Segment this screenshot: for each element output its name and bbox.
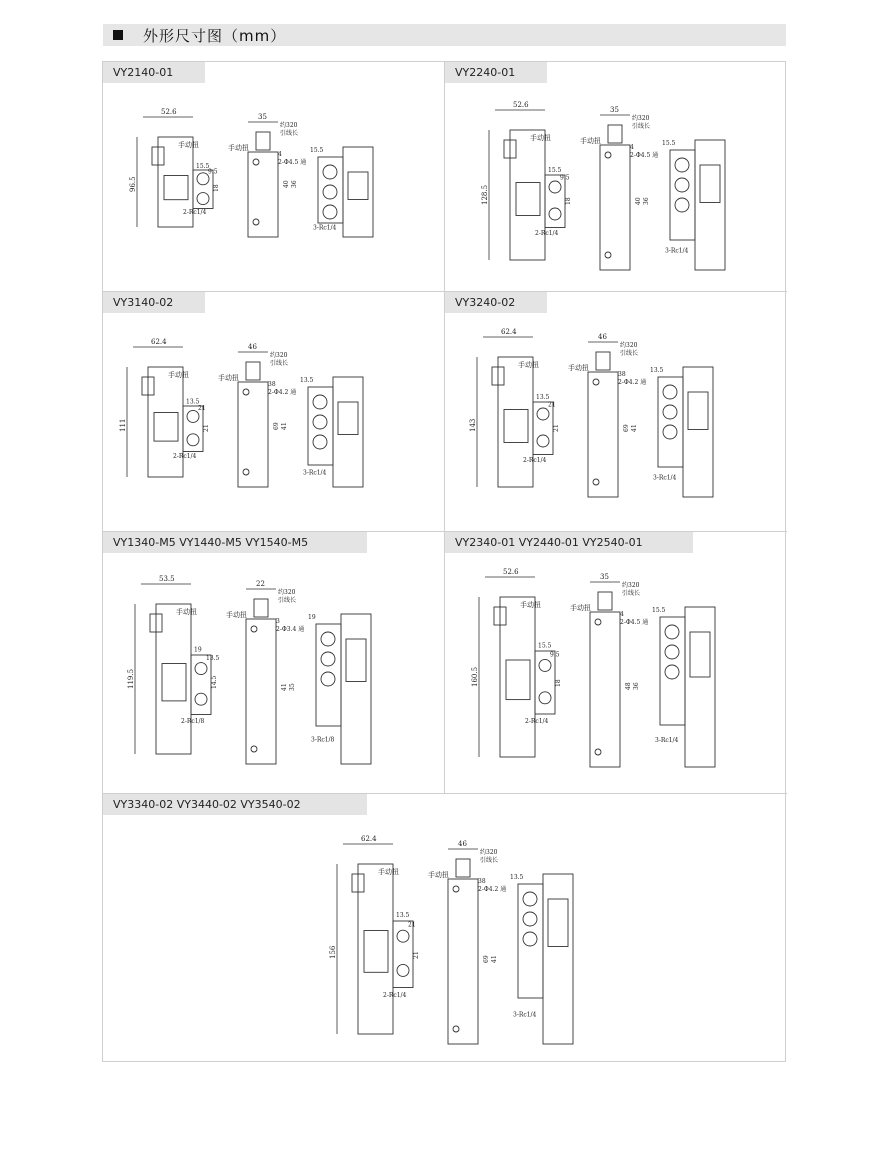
- mount-hole: [595, 749, 601, 755]
- port-label: 2-Rc1/4: [523, 457, 547, 464]
- solenoid: [254, 599, 268, 617]
- dimension-drawing: [103, 532, 445, 794]
- port-circle: [321, 632, 335, 646]
- rear-body: [333, 377, 363, 487]
- manual-label: 手动扭: [520, 601, 541, 609]
- port-block: [393, 921, 413, 988]
- port-circle: [523, 912, 537, 926]
- port-circle: [539, 659, 551, 671]
- dim-offset: 13.5: [536, 394, 550, 401]
- valve-window: [504, 410, 528, 443]
- dim-width: 35: [258, 113, 267, 121]
- port-circle: [537, 435, 549, 447]
- dim-width: 62.4: [151, 338, 167, 346]
- dim-width: 35: [610, 106, 619, 114]
- wire-label: 引线长: [278, 597, 297, 604]
- manual-label: 手动扭: [378, 868, 399, 876]
- mount-hole: [605, 152, 611, 158]
- port-face: [670, 150, 695, 240]
- port-label: 3-Rc1/4: [665, 247, 689, 255]
- dim-offset: 3: [276, 618, 280, 625]
- hole-label: 2-Φ4.5 通: [630, 152, 659, 159]
- mount-hole: [595, 619, 601, 625]
- dim-height: 160.5: [471, 666, 479, 687]
- valve-window: [154, 413, 178, 442]
- dim-offset: 15.5: [538, 642, 552, 650]
- dim-offset: 21: [198, 404, 206, 412]
- port-circle: [313, 395, 327, 409]
- dim-width: 52.6: [503, 568, 519, 576]
- port-circle: [187, 410, 199, 422]
- port-circle: [397, 964, 409, 976]
- dim-pitch: 41: [281, 422, 288, 430]
- dim-pitch: 41: [491, 955, 498, 963]
- dim-offset: 38: [618, 371, 626, 378]
- port-circle: [187, 434, 199, 446]
- dim-offset: 38: [268, 381, 276, 388]
- wire-length-label: 约320: [480, 849, 498, 856]
- port-circle: [665, 625, 679, 639]
- hole-label: 2-Φ3.4 通: [276, 626, 305, 633]
- front-body: [448, 879, 478, 1044]
- port-circle: [195, 663, 207, 675]
- port-label: 2-Rc1/4: [173, 453, 197, 460]
- mount-hole: [253, 219, 259, 225]
- dim-pitch: 69: [483, 955, 490, 963]
- mount-hole: [251, 626, 257, 632]
- manual-label: 手动扭: [218, 374, 239, 382]
- rear-body: [343, 147, 373, 237]
- hole-label: 2-Φ4.2 通: [618, 379, 647, 386]
- manual-label: 手动扭: [226, 611, 247, 619]
- dim-height: 128.5: [481, 184, 489, 205]
- mount-hole: [251, 746, 257, 752]
- manual-label: 手动扭: [228, 144, 249, 152]
- port-circle: [323, 165, 337, 179]
- port-circle: [675, 178, 689, 192]
- hole-label: 2-Φ4.5 通: [278, 159, 307, 166]
- drawing-cell-vy1340: [103, 532, 445, 794]
- wire-length-label: 约320: [620, 342, 638, 349]
- port-circle: [397, 930, 409, 942]
- model-label: VY3240-02: [445, 292, 547, 313]
- port-label: 3-Rc1/4: [653, 474, 677, 482]
- wire-length-label: 约320: [622, 582, 640, 589]
- wire-label: 引线长: [620, 350, 639, 357]
- manual-label: 手动扭: [428, 871, 449, 879]
- valve-window: [164, 176, 188, 200]
- port-circle: [321, 672, 335, 686]
- dim-offset: 13.5: [650, 367, 664, 374]
- valve-window: [364, 931, 388, 973]
- rear-body: [683, 367, 713, 497]
- manual-label: 手动扭: [530, 134, 551, 142]
- model-label: VY3140-02: [103, 292, 205, 313]
- dim-offset: 15.5: [652, 607, 666, 614]
- dim-offset: 4: [620, 611, 624, 618]
- solenoid: [246, 362, 260, 380]
- port-label: 2-Rc1/8: [181, 718, 205, 725]
- port-label: 2-Rc1/4: [525, 718, 549, 725]
- rear-window: [688, 392, 708, 430]
- solenoid: [256, 132, 270, 150]
- dim-pitch: 21: [413, 951, 420, 959]
- manual-label: 手动扭: [178, 141, 199, 149]
- dimension-drawing: [445, 62, 787, 292]
- dim-width: 52.6: [161, 108, 177, 116]
- dim-width: 62.4: [361, 835, 377, 843]
- hole-label: 2-Φ4.2 通: [478, 886, 507, 893]
- mount-hole: [243, 469, 249, 475]
- dim-height: 156: [329, 945, 337, 959]
- model-label: VY1340-M5 VY1440-M5 VY1540-M5: [103, 532, 367, 553]
- wire-label: 引线长: [280, 130, 299, 137]
- solenoid: [608, 125, 622, 143]
- drawing-cell-vy2340: [445, 532, 787, 794]
- dim-offset: 13.5: [510, 874, 524, 881]
- port-block: [183, 406, 203, 452]
- rear-body: [685, 607, 715, 767]
- rear-window: [548, 899, 568, 947]
- dim-height: 96.5: [129, 176, 137, 192]
- mount-hole: [453, 886, 459, 892]
- dim-width: 22: [256, 580, 265, 588]
- port-circle: [323, 205, 337, 219]
- port-circle: [313, 415, 327, 429]
- dim-pitch: 18: [565, 197, 572, 205]
- port-label: 2-Rc1/4: [183, 209, 207, 216]
- dim-pitch: 69: [273, 422, 280, 430]
- dim-width: 46: [598, 333, 607, 341]
- port-circle: [537, 408, 549, 420]
- port-circle: [663, 425, 677, 439]
- solenoid: [456, 859, 470, 877]
- dim-pitch: 41: [631, 424, 638, 432]
- dim-offset: 38: [478, 878, 486, 885]
- port-face: [318, 157, 343, 223]
- manual-label: 手动扭: [176, 608, 197, 616]
- mount-hole: [243, 389, 249, 395]
- port-circle: [675, 158, 689, 172]
- rear-body: [695, 140, 725, 270]
- port-label: 2-Rc1/4: [383, 992, 407, 999]
- dim-width: 35: [600, 573, 609, 581]
- dim-width: 62.4: [501, 328, 517, 336]
- port-circle: [549, 181, 561, 193]
- square-bullet-icon: [113, 30, 123, 40]
- hole-label: 2-Φ4.2 通: [268, 389, 297, 396]
- model-label: VY2340-01 VY2440-01 VY2540-01: [445, 532, 693, 553]
- valve-window: [162, 664, 186, 701]
- wire-label: 引线长: [622, 590, 641, 597]
- dim-pitch: 40: [635, 197, 642, 205]
- rear-window: [338, 402, 358, 435]
- front-body: [238, 382, 268, 487]
- dim-pitch: 40: [283, 180, 290, 188]
- dim-offset: 9.5: [208, 168, 218, 176]
- dim-pitch: 21: [553, 424, 560, 432]
- dim-pitch: 14.5: [211, 675, 218, 689]
- dim-pitch: 18: [213, 184, 220, 192]
- port-circle: [549, 208, 561, 220]
- dim-height: 143: [469, 418, 477, 432]
- front-body: [248, 152, 278, 237]
- port-label: 3-Rc1/4: [513, 1011, 537, 1019]
- port-circle: [197, 193, 209, 205]
- port-circle: [675, 198, 689, 212]
- dim-offset: 13.5: [396, 912, 410, 920]
- port-face: [658, 377, 683, 467]
- manual-label: 手动扭: [168, 371, 189, 379]
- dim-offset: 13.5: [300, 377, 314, 384]
- dim-offset: 15.5: [662, 140, 676, 147]
- port-label: 3-Rc1/4: [655, 737, 679, 744]
- dim-offset: 19: [308, 614, 316, 621]
- section-header: [103, 24, 786, 46]
- port-block: [193, 170, 213, 209]
- port-circle: [665, 665, 679, 679]
- port-circle: [321, 652, 335, 666]
- drawing-grid: [102, 61, 786, 1062]
- section-title: 外形尺寸图（mm）: [143, 27, 287, 45]
- wire-label: 引线长: [270, 360, 289, 367]
- model-label: VY2140-01: [103, 62, 205, 83]
- dim-height: 119.5: [127, 668, 135, 689]
- port-label: 3-Rc1/4: [303, 469, 327, 477]
- dim-width: 53.5: [159, 575, 175, 583]
- drawing-cell-vy3240: [445, 292, 787, 532]
- manual-label: 手动扭: [580, 137, 601, 145]
- dim-pitch: 21: [203, 424, 210, 432]
- drawing-cell-vy3140: [103, 292, 445, 532]
- manual-label: 手动扭: [518, 361, 539, 369]
- mount-hole: [593, 479, 599, 485]
- solenoid: [596, 352, 610, 370]
- model-label: VY3340-02 VY3440-02 VY3540-02: [103, 794, 367, 815]
- port-circle: [195, 693, 207, 705]
- dim-offset: 15.5: [196, 162, 210, 170]
- dim-offset: 15.5: [548, 167, 562, 174]
- drawing-cell-vy2240: [445, 62, 787, 292]
- port-label: 2-Rc1/4: [535, 230, 559, 237]
- manual-label: 手动扭: [570, 604, 591, 612]
- valve-window: [516, 183, 540, 216]
- dim-pitch: 36: [633, 682, 640, 690]
- port-circle: [663, 405, 677, 419]
- dimension-drawing: [103, 62, 445, 292]
- dim-offset: 13.5: [186, 398, 200, 406]
- port-block: [535, 651, 555, 714]
- drawing-cell-vy3340: [103, 794, 785, 1062]
- manual-label: 手动扭: [568, 364, 589, 372]
- port-face: [316, 624, 341, 726]
- dim-offset: 19: [194, 646, 202, 654]
- hole-label: 2-Φ4.5 通: [620, 619, 649, 626]
- port-face: [308, 387, 333, 465]
- wire-length-label: 约320: [632, 115, 650, 122]
- front-body: [246, 619, 276, 764]
- dim-pitch: 36: [291, 180, 298, 188]
- dim-pitch: 41: [281, 683, 288, 691]
- port-circle: [665, 645, 679, 659]
- port-circle: [313, 435, 327, 449]
- port-circle: [323, 185, 337, 199]
- rear-body: [543, 874, 573, 1044]
- wire-label: 引线长: [480, 857, 499, 864]
- dim-width: 46: [248, 343, 257, 351]
- dim-width: 46: [458, 840, 467, 848]
- dim-offset: 13.5: [206, 655, 220, 663]
- dim-offset: 21: [548, 401, 556, 409]
- dim-width: 52.6: [513, 101, 529, 109]
- dim-offset: 21: [408, 921, 416, 929]
- front-body: [590, 612, 620, 767]
- port-label: 3-Rc1/8: [311, 736, 335, 744]
- wire-length-label: 约320: [278, 589, 296, 596]
- dim-pitch: 18: [555, 679, 562, 687]
- rear-window: [348, 172, 368, 200]
- dim-pitch: 48: [625, 682, 632, 690]
- dimension-drawing: [445, 292, 787, 532]
- rear-window: [690, 632, 710, 677]
- rear-body: [341, 614, 371, 764]
- dimension-drawing: [103, 292, 445, 532]
- dim-pitch: 35: [289, 683, 296, 691]
- wire-label: 引线长: [632, 123, 651, 130]
- rear-window: [346, 639, 366, 682]
- valve-window: [506, 660, 530, 700]
- dimension-drawing: [103, 794, 785, 1062]
- dim-pitch: 36: [643, 197, 650, 205]
- front-body: [600, 145, 630, 270]
- port-face: [660, 617, 685, 725]
- port-face: [518, 884, 543, 998]
- dim-offset: 4: [278, 151, 282, 158]
- port-circle: [539, 692, 551, 704]
- port-circle: [523, 892, 537, 906]
- dim-pitch: 69: [623, 424, 630, 432]
- wire-length-label: 约320: [280, 122, 298, 129]
- rear-window: [700, 165, 720, 203]
- drawing-cell-vy2140: [103, 62, 445, 292]
- mount-hole: [453, 1026, 459, 1032]
- mount-hole: [253, 159, 259, 165]
- wire-length-label: 约320: [270, 352, 288, 359]
- port-circle: [663, 385, 677, 399]
- mount-hole: [605, 252, 611, 258]
- dimension-drawing: [445, 532, 787, 794]
- mount-hole: [593, 379, 599, 385]
- dim-height: 111: [119, 418, 127, 432]
- solenoid: [598, 592, 612, 610]
- dim-offset: 4: [630, 144, 634, 151]
- dim-offset: 9.5: [550, 651, 560, 659]
- dim-offset: 15.5: [310, 147, 324, 154]
- dim-offset: 9.5: [560, 174, 570, 182]
- port-circle: [523, 932, 537, 946]
- front-body: [588, 372, 618, 497]
- model-label: VY2240-01: [445, 62, 547, 83]
- port-label: 3-Rc1/4: [313, 224, 337, 232]
